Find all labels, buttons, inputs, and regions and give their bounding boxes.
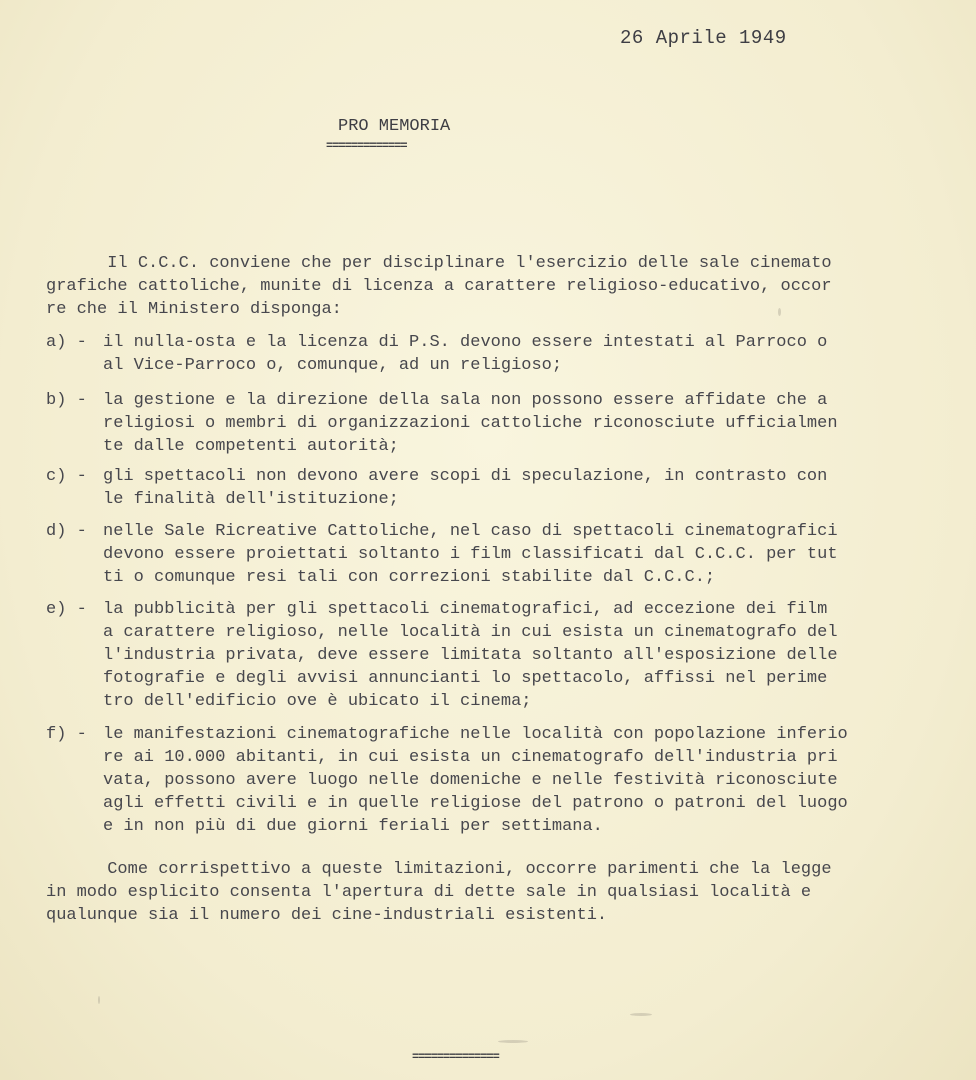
bottom-rule: ==============	[412, 1050, 499, 1064]
title-underline: =============	[326, 139, 407, 153]
item-marker: c) -	[46, 467, 87, 486]
item-line: l'industria privata, deve essere limitata soltanto all'esposizione delle	[103, 646, 838, 665]
item-line: il nulla-osta e la licenza di P.S. devono essere intestati al Parroco o	[103, 333, 828, 352]
item-marker: f) -	[46, 725, 87, 744]
item-text	[103, 598, 838, 713]
item-line: te dalle competenti autorità;	[103, 437, 399, 456]
closing-line: qualunque sia il numero dei cine-industriali esistenti.	[46, 906, 608, 925]
ink-speck	[98, 996, 100, 1004]
ink-speck	[778, 308, 781, 316]
intro-line: grafiche cattoliche, munite di licenza a carattere religioso-educativo, occor	[46, 277, 832, 296]
item-line: agli effetti civili e in quelle religiose del patrono o patroni del luogo	[103, 794, 848, 813]
item-text	[103, 389, 838, 458]
item-line: a carattere religioso, nelle località in cui esista un cinematografo del	[103, 623, 838, 642]
item-line: al Vice-Parroco o, comunque, ad un religioso;	[103, 356, 563, 375]
item-text	[103, 465, 827, 511]
item-line: le finalità dell'istituzione;	[103, 490, 399, 509]
item-line: e in non più di due giorni feriali per settimana.	[103, 817, 603, 836]
item-marker: e) -	[46, 600, 87, 619]
item-marker: a) -	[46, 333, 87, 352]
item-line: le manifestazioni cinematografiche nelle località con popolazione inferio	[103, 725, 848, 744]
item-line: nelle Sale Ricreative Cattoliche, nel caso di spettacoli cinematografici	[103, 522, 838, 541]
item-text	[103, 723, 848, 838]
item-line: ti o comunque resi tali con correzioni stabilite dal C.C.C.;	[103, 568, 716, 587]
closing-line: Come corrispettivo a queste limitazioni, occorre parimenti che la legge	[46, 860, 832, 879]
document-title: PRO MEMORIA	[338, 117, 451, 136]
closing-paragraph	[46, 858, 956, 927]
item-line: vata, possono avere luogo nelle domeniche e nelle festività riconosciute	[103, 771, 838, 790]
intro-line: Il C.C.C. conviene che per disciplinare l'esercizio delle sale cinemato	[46, 254, 832, 273]
item-line: fotografie e degli avvisi annuncianti lo spettacolo, affissi nel perime	[103, 669, 828, 688]
intro-line: re che il Ministero disponga:	[46, 300, 342, 319]
closing-line: in modo esplicito consenta l'apertura di dette sale in qualsiasi località e	[46, 883, 812, 902]
item-line: gli spettacoli non devono avere scopi di speculazione, in contrasto con	[103, 467, 828, 486]
document-date: 26 Aprile 1949	[620, 27, 787, 49]
item-line: re ai 10.000 abitanti, in cui esista un cinematografo dell'industria pri	[103, 748, 838, 767]
item-marker: d) -	[46, 522, 87, 541]
item-line: tro dell'edificio ove è ubicato il cinema;	[103, 692, 532, 711]
item-marker: b) -	[46, 391, 87, 410]
item-line: devono essere proiettati soltanto i film classificati dal C.C.C. per tut	[103, 545, 838, 564]
item-text	[103, 520, 838, 589]
item-text	[103, 331, 827, 377]
ink-smudge	[498, 1040, 528, 1043]
item-line: religiosi o membri di organizzazioni cattoliche riconosciute ufficialmen	[103, 414, 838, 433]
item-line: la gestione e la direzione della sala non possono essere affidate che a	[103, 391, 828, 410]
item-line: la pubblicità per gli spettacoli cinematografici, ad eccezione dei film	[103, 600, 828, 619]
intro-paragraph	[46, 252, 956, 321]
ink-smudge	[630, 1013, 652, 1016]
